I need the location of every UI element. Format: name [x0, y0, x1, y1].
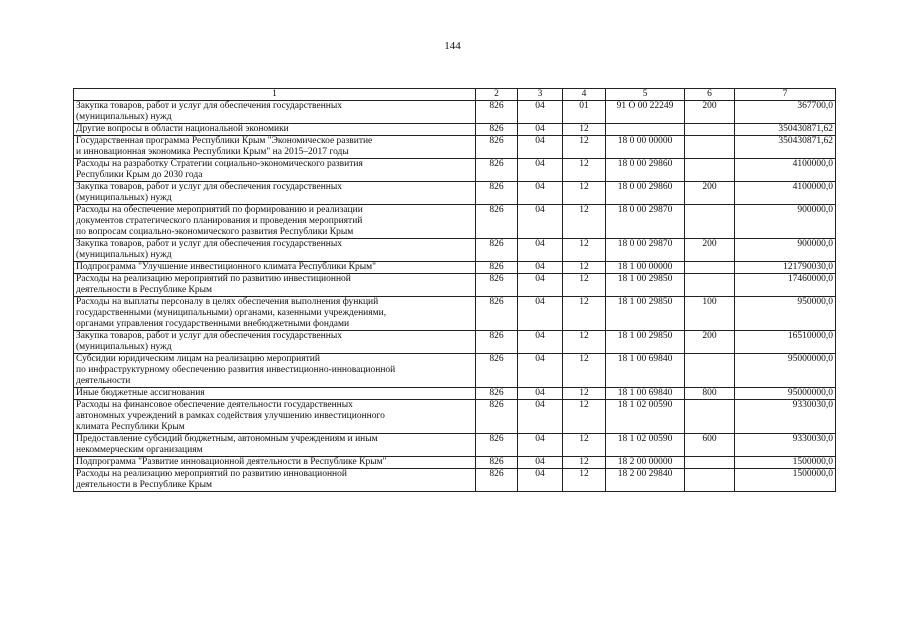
item-name-line: (муниципальных) нужд	[76, 250, 172, 260]
chapter-code-cell: 04	[518, 159, 563, 182]
item-name-line: Другие вопросы в области национальной экономики	[76, 124, 289, 134]
subchapter-code-cell: 12	[563, 469, 606, 492]
table-row	[74, 469, 836, 492]
subchapter-code-cell: 12	[563, 205, 606, 239]
subchapter-code-cell: 12	[563, 136, 606, 159]
amount-cell: 367700,0	[735, 101, 836, 124]
chapter-code-cell: 04	[518, 262, 563, 274]
target-article-cell: 18 2 00 29840	[606, 469, 685, 492]
table-row	[74, 388, 836, 400]
target-article-cell: 18 1 00 29850	[606, 331, 685, 354]
col-header-5: 5	[606, 89, 685, 101]
table-row	[74, 331, 836, 354]
item-name-line: Иные бюджетные ассигнования	[76, 388, 205, 398]
col-header-3: 3	[518, 89, 563, 101]
table-row	[74, 136, 836, 159]
section-code-cell: 826	[476, 136, 518, 159]
item-name-line: документов стратегического планирования и проведения мероприятий	[76, 216, 363, 226]
amount-cell: 16510000,0	[735, 331, 836, 354]
chapter-code-cell: 04	[518, 274, 563, 297]
target-article-cell: 18 1 02 00590	[606, 400, 685, 434]
target-article-cell: 18 0 00 00000	[606, 136, 685, 159]
amount-cell: 350430871,62	[735, 124, 836, 136]
amount-cell: 1500000,0	[735, 457, 836, 469]
item-name-line: климата Республики Крым	[76, 422, 185, 432]
item-name-line: (муниципальных) нужд	[76, 342, 172, 352]
chapter-code-cell: 04	[518, 388, 563, 400]
item-name-cell	[74, 457, 476, 469]
item-name-cell	[74, 469, 476, 492]
chapter-code-cell: 04	[518, 469, 563, 492]
table-row	[74, 434, 836, 457]
target-article-cell: 18 2 00 00000	[606, 457, 685, 469]
amount-cell: 950000,0	[735, 297, 836, 331]
target-article-cell: 18 1 00 00000	[606, 262, 685, 274]
item-name-line: Расходы на реализацию мероприятий по развитию инновационной	[76, 469, 347, 479]
expense-type-cell	[685, 469, 735, 492]
subchapter-code-cell: 12	[563, 262, 606, 274]
chapter-code-cell: 04	[518, 297, 563, 331]
item-name-line: деятельности	[76, 376, 131, 386]
table-row	[74, 354, 836, 388]
expense-type-cell	[685, 159, 735, 182]
table-row	[74, 457, 836, 469]
target-article-cell: 18 1 00 29850	[606, 297, 685, 331]
amount-cell: 4100000,0	[735, 182, 836, 205]
chapter-code-cell: 04	[518, 331, 563, 354]
page-number: 144	[444, 40, 461, 52]
item-name-line: Подпрограмма "Улучшение инвестиционного климата Республики Крым"	[76, 262, 376, 272]
expense-type-cell	[685, 124, 735, 136]
item-name-cell	[74, 182, 476, 205]
item-name-cell	[74, 262, 476, 274]
item-name-line: и инновационная экономика Республики Крым" на 2015–2017 годы	[76, 147, 349, 157]
section-code-cell: 826	[476, 274, 518, 297]
item-name-line: Расходы на обеспечение мероприятий по формированию и реализации	[76, 205, 363, 215]
item-name-cell	[74, 124, 476, 136]
item-name-cell	[74, 354, 476, 388]
section-code-cell: 826	[476, 101, 518, 124]
table-row	[74, 182, 836, 205]
table-row	[74, 159, 836, 182]
item-name-line: Закупка товаров, работ и услуг для обеспечения государственных	[76, 239, 343, 249]
target-article-cell: 18 0 00 29870	[606, 205, 685, 239]
section-code-cell: 826	[476, 354, 518, 388]
chapter-code-cell: 04	[518, 239, 563, 262]
target-article-cell: 18 1 02 00590	[606, 434, 685, 457]
col-header-4: 4	[563, 89, 606, 101]
target-article-cell	[606, 124, 685, 136]
amount-cell: 4100000,0	[735, 159, 836, 182]
subchapter-code-cell: 12	[563, 124, 606, 136]
target-article-cell: 18 1 00 69840	[606, 354, 685, 388]
chapter-code-cell: 04	[518, 101, 563, 124]
expense-type-cell: 800	[685, 388, 735, 400]
expense-type-cell: 200	[685, 239, 735, 262]
target-article-cell: 18 1 00 69840	[606, 388, 685, 400]
item-name-line: Расходы на разработку Стратегии социально-экономического развития	[76, 159, 363, 169]
amount-cell: 95000000,0	[735, 354, 836, 388]
table-row	[74, 205, 836, 239]
section-code-cell: 826	[476, 469, 518, 492]
item-name-line: (муниципальных) нужд	[76, 112, 172, 122]
chapter-code-cell: 04	[518, 354, 563, 388]
item-name-line: Расходы на выплаты персоналу в целях обеспечения выполнения функций	[76, 297, 379, 307]
subchapter-code-cell: 12	[563, 457, 606, 469]
chapter-code-cell: 04	[518, 400, 563, 434]
col-header-7: 7	[735, 89, 836, 101]
section-code-cell: 826	[476, 400, 518, 434]
amount-cell: 17460000,0	[735, 274, 836, 297]
subchapter-code-cell: 12	[563, 354, 606, 388]
section-code-cell: 826	[476, 159, 518, 182]
item-name-cell	[74, 388, 476, 400]
subchapter-code-cell: 12	[563, 274, 606, 297]
expense-type-cell	[685, 400, 735, 434]
expense-type-cell	[685, 136, 735, 159]
item-name-cell	[74, 274, 476, 297]
amount-cell: 9330030,0	[735, 434, 836, 457]
amount-cell: 900000,0	[735, 239, 836, 262]
subchapter-code-cell: 12	[563, 434, 606, 457]
subchapter-code-cell: 12	[563, 388, 606, 400]
expense-type-cell	[685, 354, 735, 388]
table-row	[74, 297, 836, 331]
table-row	[74, 262, 836, 274]
chapter-code-cell: 04	[518, 124, 563, 136]
item-name-cell	[74, 101, 476, 124]
table-row	[74, 101, 836, 124]
expense-type-cell	[685, 457, 735, 469]
item-name-line: органами управления государственными внебюджетными фондами	[76, 319, 350, 329]
section-code-cell: 826	[476, 262, 518, 274]
item-name-line: Закупка товаров, работ и услуг для обеспечения государственных	[76, 101, 343, 111]
chapter-code-cell: 04	[518, 205, 563, 239]
target-article-cell: 18 0 00 29870	[606, 239, 685, 262]
section-code-cell: 826	[476, 297, 518, 331]
subchapter-code-cell: 12	[563, 182, 606, 205]
subchapter-code-cell: 12	[563, 297, 606, 331]
item-name-line: деятельности в Республике Крым	[76, 480, 213, 490]
item-name-line: по вопросам социально-экономического развития Республики Крым	[76, 227, 354, 237]
col-header-1: 1	[74, 89, 476, 101]
item-name-line: Предоставление субсидий бюджетным, автономным учреждениям и иным	[76, 434, 378, 444]
item-name-line: Закупка товаров, работ и услуг для обеспечения государственных	[76, 331, 343, 341]
col-header-2: 2	[476, 89, 518, 101]
item-name-line: Расходы на финансовое обеспечение деятельности государственных	[76, 400, 353, 410]
amount-cell: 121790030,0	[735, 262, 836, 274]
subchapter-code-cell: 12	[563, 159, 606, 182]
expense-type-cell	[685, 205, 735, 239]
item-name-line: государственными (муниципальными) органами, казенными учреждениями,	[76, 308, 387, 318]
subchapter-code-cell: 12	[563, 331, 606, 354]
item-name-cell	[74, 297, 476, 331]
chapter-code-cell: 04	[518, 136, 563, 159]
item-name-cell	[74, 400, 476, 434]
header-row	[74, 89, 836, 101]
table-row	[74, 239, 836, 262]
table-row	[74, 400, 836, 434]
item-name-line: Республики Крым до 2030 года	[76, 170, 203, 180]
item-name-line: Закупка товаров, работ и услуг для обеспечения государственных	[76, 182, 343, 192]
item-name-line: Подпрограмма "Развитие инновационной деятельности в Республике Крым"	[76, 457, 387, 467]
chapter-code-cell: 04	[518, 182, 563, 205]
item-name-line: Государственная программа Республики Крым "Экономическое развитие	[76, 136, 373, 146]
item-name-cell	[74, 205, 476, 239]
section-code-cell: 826	[476, 239, 518, 262]
expense-type-cell	[685, 262, 735, 274]
subchapter-code-cell: 12	[563, 239, 606, 262]
item-name-cell	[74, 239, 476, 262]
target-article-cell: 91 О 00 22249	[606, 101, 685, 124]
budget-table	[73, 88, 836, 492]
section-code-cell: 826	[476, 182, 518, 205]
expense-type-cell: 200	[685, 101, 735, 124]
chapter-code-cell: 04	[518, 434, 563, 457]
table-row	[74, 274, 836, 297]
section-code-cell: 826	[476, 331, 518, 354]
item-name-cell	[74, 434, 476, 457]
subchapter-code-cell: 01	[563, 101, 606, 124]
section-code-cell: 826	[476, 124, 518, 136]
expense-type-cell: 200	[685, 182, 735, 205]
amount-cell: 350430871,62	[735, 136, 836, 159]
item-name-line: Расходы на реализацию мероприятий по развитию инвестиционной	[76, 274, 351, 284]
subchapter-code-cell: 12	[563, 400, 606, 434]
target-article-cell: 18 0 00 29860	[606, 182, 685, 205]
expense-type-cell	[685, 274, 735, 297]
expense-type-cell: 600	[685, 434, 735, 457]
section-code-cell: 826	[476, 205, 518, 239]
section-code-cell: 826	[476, 434, 518, 457]
item-name-line: (муниципальных) нужд	[76, 193, 172, 203]
target-article-cell: 18 0 00 29860	[606, 159, 685, 182]
section-code-cell: 826	[476, 457, 518, 469]
col-header-6: 6	[685, 89, 735, 101]
section-code-cell: 826	[476, 388, 518, 400]
expense-type-cell: 100	[685, 297, 735, 331]
expense-type-cell: 200	[685, 331, 735, 354]
amount-cell: 1500000,0	[735, 469, 836, 492]
chapter-code-cell: 04	[518, 457, 563, 469]
table-body	[74, 101, 836, 492]
item-name-line: по инфраструктурному обеспечению развития инвестиционно-инновационной	[76, 365, 396, 375]
table-row	[74, 124, 836, 136]
amount-cell: 95000000,0	[735, 388, 836, 400]
target-article-cell: 18 1 00 29850	[606, 274, 685, 297]
item-name-line: деятельности в Республике Крым	[76, 285, 213, 295]
item-name-cell	[74, 136, 476, 159]
item-name-cell	[74, 159, 476, 182]
item-name-cell	[74, 331, 476, 354]
amount-cell: 9330030,0	[735, 400, 836, 434]
item-name-line: автономных учреждений в рамках содействия улучшению инвестиционного	[76, 411, 385, 421]
item-name-line: Субсидии юридическим лицам на реализацию мероприятий	[76, 354, 320, 364]
item-name-line: некоммерческим организациям	[76, 445, 203, 455]
amount-cell: 900000,0	[735, 205, 836, 239]
